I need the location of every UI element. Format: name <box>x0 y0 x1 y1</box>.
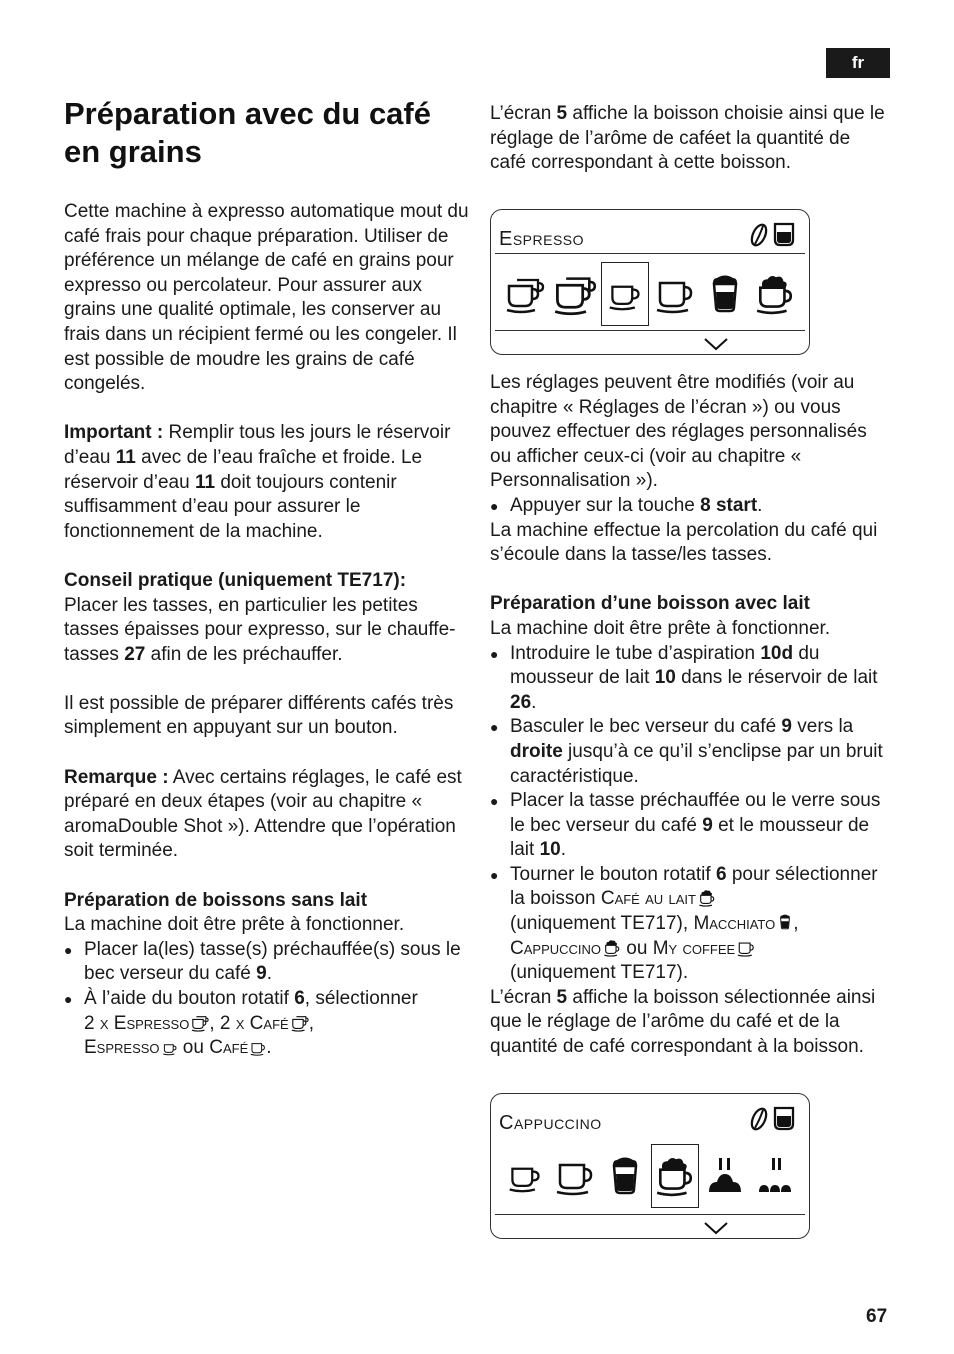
tip-heading: Conseil pratique (uniquement TE717): <box>64 569 407 591</box>
list-item: ● À l’aide du bouton rotatif 6, sélectionner 2 x Espresso , 2 x Café , Espresso ou Café . <box>64 987 469 1061</box>
latte-glass-icon <box>701 264 749 324</box>
latte-glass-icon <box>601 1146 649 1206</box>
display-divider <box>495 1214 805 1215</box>
list-item: ● Introduire le tube d’aspiration 10d du mousseur de lait 10 dans le réservoir de lait 26. <box>490 642 890 716</box>
display-cappuccino <box>490 1093 810 1239</box>
bean-mild-icon <box>751 1146 799 1206</box>
tip-paragraph: Placer les tasses, en particulier les petites tasses épaisses pour expresso, sur le chauffe-tasses 27 afin de les préchauffer. <box>64 594 456 665</box>
important-note: Important : Remplir tous les jours le réservoir d’eau 11 avec de l’eau fraîche et froide. Le réservoir d’eau 11 doit toujours contenir suffisamment d’eau pour assurer le fonctionnement de la machine. <box>64 422 451 542</box>
list-item: ● Basculer le bec verseur du café 9 vers la droite jusqu’à ce qu’il s’enclipse par un bruit caractéristique. <box>490 715 890 789</box>
simple-paragraph: Il est possible de préparer différents cafés très simplement en appuyant sur un bouton. <box>64 692 454 739</box>
my-coffee-icon <box>737 939 755 957</box>
bean-strong-icon <box>701 1146 749 1206</box>
cappuccino-icon <box>603 939 621 957</box>
cappuccino-cup-icon <box>651 1144 699 1208</box>
display-divider <box>495 253 805 254</box>
list-item: ● Placer la tasse préchauffée ou le verre sous le bec verseur du café 9 et le mousseur de lait 10. <box>490 789 890 863</box>
aroma-strength-icon <box>749 1104 801 1134</box>
double-mug-icon <box>291 1014 309 1032</box>
espresso-cup-icon <box>601 262 649 326</box>
double-cup-icon <box>191 1014 209 1032</box>
espresso-cup-icon <box>501 1146 549 1206</box>
milk-heading: Préparation d’une boisson avec lait <box>490 593 810 615</box>
intro-paragraph: Cette machine à expresso automatique mout du café frais pour chaque préparation. Utiliser de préférence un mélange de café en grains pour expresso ou percolateur. Pour assurer aux grains une qualité optimale, les conserver au frais dans un récipient fermé ou les congeler. Il est possible de moudre les grains de café congelés. <box>64 201 469 395</box>
coffee-cup-icon <box>551 1146 599 1206</box>
screen2-paragraph: L’écran 5 affiche la boisson sélectionnée ainsi que le réglage de l’arôme du café et de la quantité de café correspondant à la boisson. <box>490 986 876 1058</box>
screen-paragraph: L’écran 5 affiche la boisson choisie ainsi que le réglage de l’arôme de caféet la quantité de café correspondant à cette boisson. <box>490 103 885 174</box>
aroma-strength-icon <box>749 220 801 250</box>
no-milk-heading: Préparation de boissons sans lait <box>64 889 368 911</box>
right-top <box>490 102 890 176</box>
list-item: ● Tourner le bouton rotatif 6 pour sélectionner la boisson Café au lait (uniquement TE717), Macchiato , Cappuccino ou My coffee (uniquement TE717). <box>490 863 890 986</box>
display-divider <box>495 330 805 331</box>
list-item: ● Appuyer sur la touche 8 start. <box>490 494 890 519</box>
macchiato-icon <box>777 912 793 932</box>
settings-paragraph: Les réglages peuvent être modifiés (voir au chapitre « Réglages de l’écran ») ou vous pouvez effectuer des réglages personnalisés ou afficher ceux-ci (voir au chapitre « Personnalisation »). <box>490 372 867 492</box>
chevron-down-icon <box>703 337 729 351</box>
display-icon-row <box>501 262 799 326</box>
double-mug-icon <box>551 264 599 324</box>
display-espresso <box>490 209 810 355</box>
chevron-down-icon <box>703 1221 729 1235</box>
cappuccino-cup-icon <box>751 264 799 324</box>
coffee-cup-icon <box>250 1040 266 1056</box>
cafe-au-lait-icon <box>698 889 716 907</box>
no-milk-ready: La machine doit être prête à fonctionner. <box>64 914 405 936</box>
display-title: Cappuccino <box>499 1112 602 1134</box>
page-title: Préparation avec du café en grains <box>64 96 431 169</box>
left-column <box>64 200 469 1061</box>
display-icon-row <box>501 1144 799 1208</box>
remark-note: Remarque : Avec certains réglages, le café est préparé en deux étapes (voir au chapitre « aromaDouble Shot »). Attendre que l’opération soit terminée. <box>64 766 462 862</box>
coffee-cup-icon <box>651 264 699 324</box>
display-title: Espresso <box>499 228 585 250</box>
language-tab: fr <box>826 48 890 78</box>
list-item: ● Placer la(les) tasse(s) préchauffée(s) sous le bec verseur du café 9. <box>64 938 469 987</box>
milk-ready: La machine doit être prête à fonctionner. <box>490 617 831 639</box>
right-middle <box>490 371 890 1060</box>
percolation-paragraph: La machine effectue la percolation du café qui s’écoule dans la tasse/les tasses. <box>490 519 878 566</box>
page-number: 67 <box>866 1306 888 1327</box>
espresso-cup-icon <box>162 1040 178 1056</box>
double-cup-icon <box>501 264 549 324</box>
